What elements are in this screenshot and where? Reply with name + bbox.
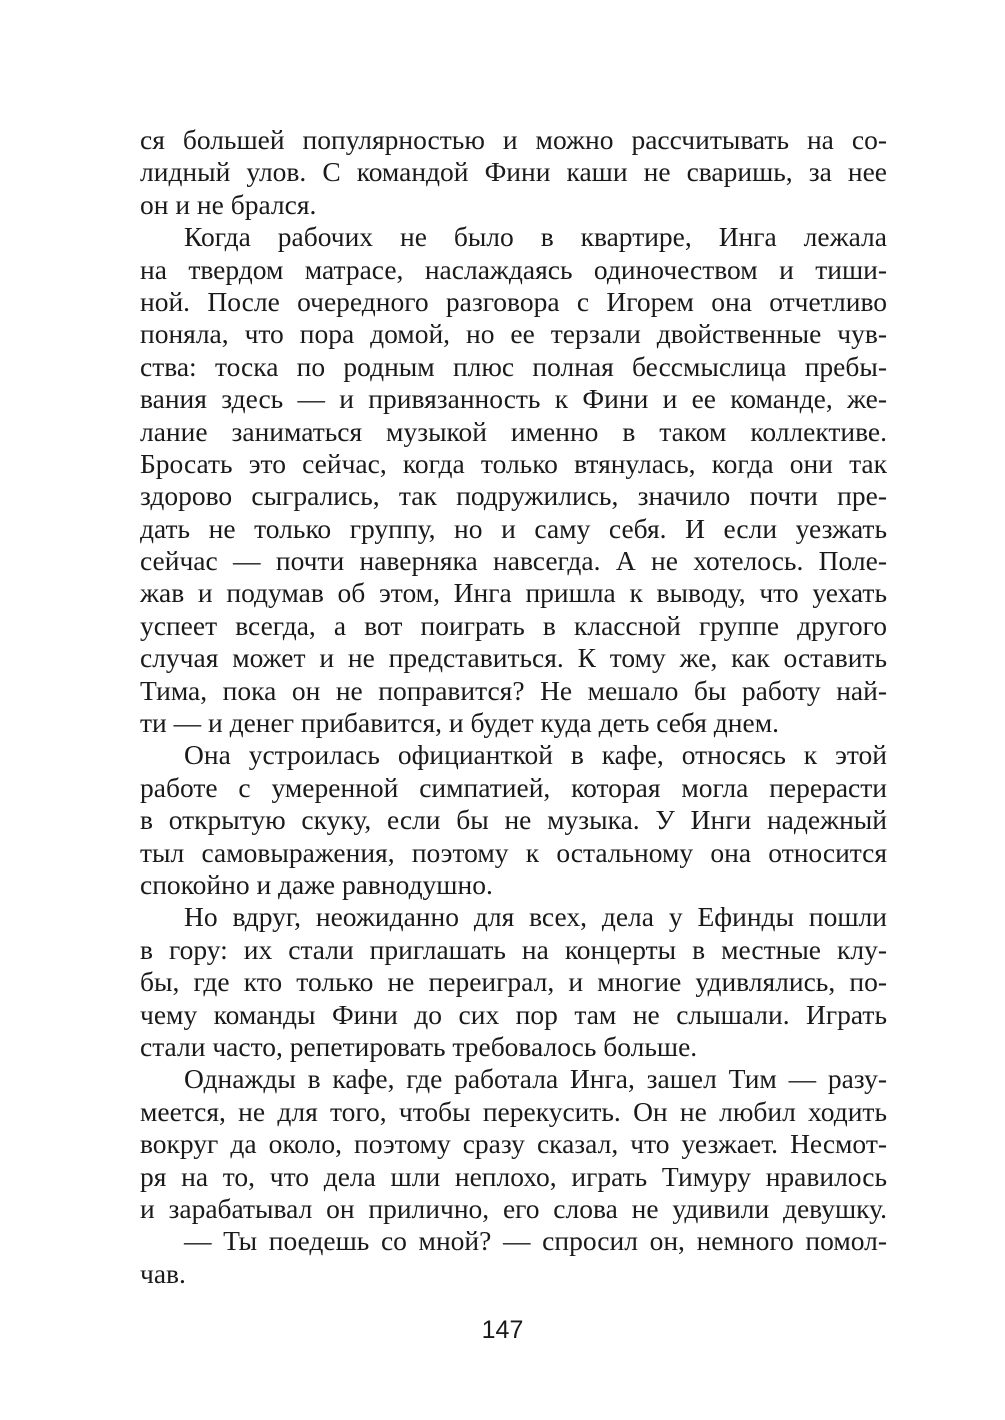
text-line: в открытую скуку, если бы не музыка. У Инги надежный: [140, 804, 887, 836]
text-line: Она устроилась официанткой в кафе, относясь к этой: [184, 739, 887, 771]
text-line: Бросать это сейчас, когда только втянулась, когда они так: [140, 447, 887, 479]
text-line: Однажды в кафе, где работала Инга, зашел Тим — разу-: [184, 1063, 887, 1095]
text-line: ти — и денег прибавится, и будет куда деть себя днем.: [140, 707, 779, 739]
text-line: поняла, что пора домой, но ее терзали двойственные чув-: [140, 318, 887, 350]
text-line: ся большей популярностью и можно рассчитывать на со-: [140, 124, 887, 155]
text-line: и зарабатывал он прилично, его слова не удивили девушку.: [140, 1192, 887, 1224]
text-line: работе с умеренной симпатией, которая могла перерасти: [140, 771, 887, 803]
text-line: вокруг да около, поэтому сразу сказал, что уезжает. Несмот-: [140, 1128, 887, 1160]
text-line: меется, не для того, чтобы перекусить. Он не любил ходить: [140, 1095, 887, 1127]
text-line: лидный улов. С командой Фини каши не сваришь, за нее: [140, 156, 887, 188]
text-line: тыл самовыражения, поэтому к остальному она относится: [140, 836, 887, 868]
body-text: [140, 124, 887, 1290]
text-line: — Ты поедешь со мной? — спросил он, немного помол-: [184, 1225, 887, 1257]
text-line: на твердом матрасе, наслаждаясь одиночеством и тиши-: [140, 253, 887, 285]
text-line: стали часто, репетировать требовалось больше.: [140, 1030, 698, 1062]
text-line: чав.: [140, 1257, 186, 1289]
text-line: бы, где кто только не переиграл, и многие удивлялись, по-: [140, 966, 887, 998]
text-line: лание заниматься музыкой именно в таком коллективе.: [140, 415, 887, 447]
text-line: чему команды Фини до сих пор там не слышали. Играть: [140, 998, 887, 1030]
text-line: ной. После очередного разговора с Игорем она отчетливо: [140, 285, 887, 317]
text-line: Тима, пока он не поправится? Не мешало бы работу най-: [140, 674, 887, 706]
text-line: ства: тоска по родным плюс полная бессмыслица пребы-: [140, 350, 887, 382]
text-line: дать не только группу, но и саму себя. И если уезжать: [140, 512, 887, 544]
text-line: сейчас — почти наверняка навсегда. А не хотелось. Поле-: [140, 545, 887, 577]
text-line: жав и подумав об этом, Инга пришла к выводу, что уехать: [140, 577, 887, 609]
text-line: успеет всегда, а вот поиграть в классной группе другого: [140, 609, 887, 641]
text-line: Когда рабочих не было в квартире, Инга лежала: [184, 221, 887, 253]
text-line: в гору: их стали приглашать на концерты в местные клу-: [140, 933, 887, 965]
text-line: он и не брался.: [140, 188, 317, 220]
text-line: случая может и не представиться. К тому же, как оставить: [140, 642, 887, 674]
text-line: Но вдруг, неожиданно для всех, дела у Ефинды пошли: [184, 901, 887, 933]
text-line: ря на то, что дела шли неплохо, играть Тимуру нравилось: [140, 1160, 887, 1192]
text-line: спокойно и даже равнодушно.: [140, 868, 493, 900]
page-number: 147: [481, 1316, 524, 1344]
text-line: вания здесь — и привязанность к Фини и ее команде, же-: [140, 383, 887, 415]
text-line: здорово сыгрались, так подружились, значило почти пре-: [140, 480, 887, 512]
